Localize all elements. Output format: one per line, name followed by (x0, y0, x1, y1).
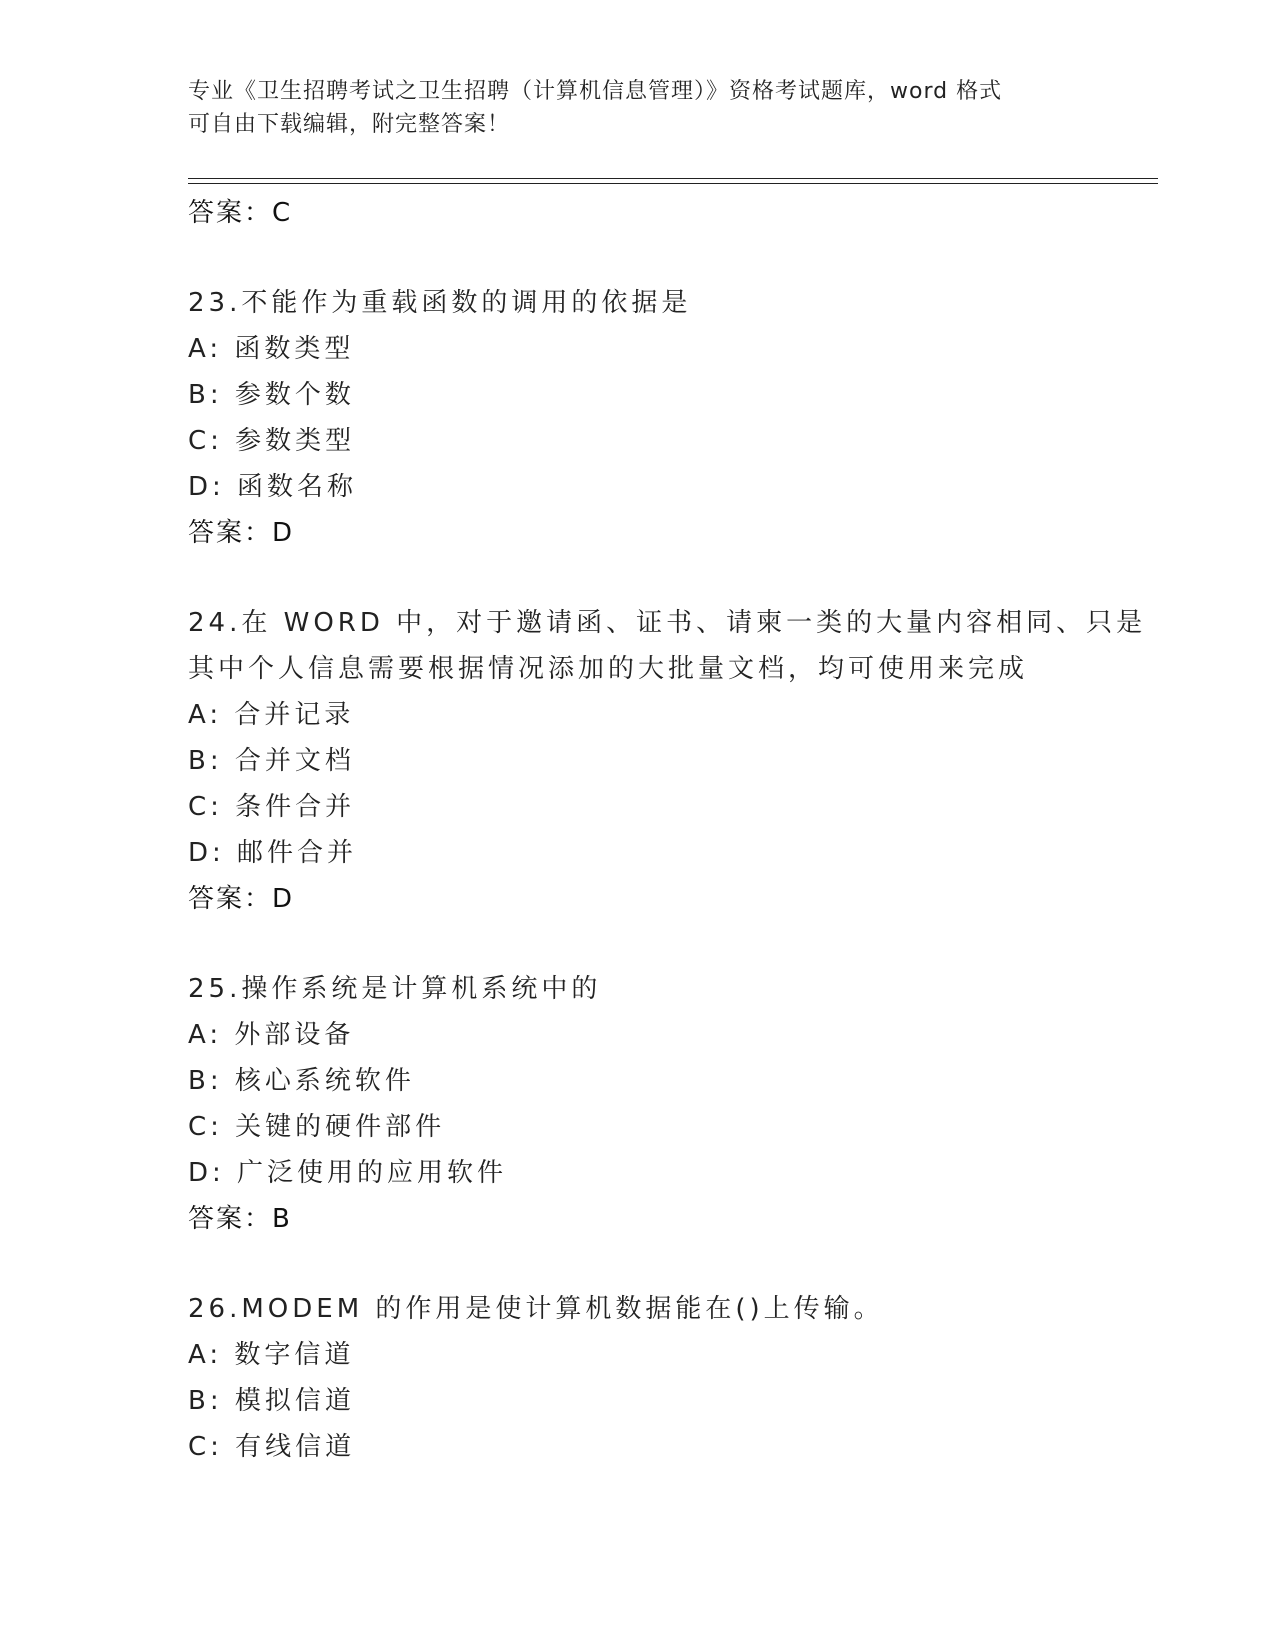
question-25 (188, 966, 1088, 1242)
answer-line (188, 876, 1088, 922)
option-a: A: 数字信道 (188, 1340, 355, 1370)
option-b: B: 合并文档 (188, 746, 355, 776)
question-list (188, 190, 1147, 1470)
option-b: B: 模拟信道 (188, 1386, 355, 1416)
option-b: B: 参数个数 (188, 380, 355, 410)
spacer (188, 1242, 1088, 1286)
answer-label: 答案： (188, 1204, 273, 1234)
header-rule-top (188, 178, 1158, 179)
option-d: D: 邮件合并 (188, 838, 358, 868)
spacer (188, 922, 1088, 966)
question-26 (188, 1286, 1088, 1470)
option-b: B: 核心系统软件 (188, 1066, 415, 1096)
header-rule-bottom (188, 183, 1158, 184)
question-stem: 25.操作系统是计算机系统中的 (188, 974, 602, 1004)
header-line-1: 专业《卫生招聘考试之卫生招聘（计算机信息管理）》资格考试题库，word 格式 (188, 79, 1003, 104)
option-a: A: 外部设备 (188, 1020, 355, 1050)
answer-label: 答案： (188, 198, 273, 228)
answer-value: B (272, 1204, 291, 1234)
question-stem: 26.MODEM 的作用是使计算机数据能在()上传输。 (188, 1294, 884, 1324)
question-stem: 23.不能作为重载函数的调用的依据是 (188, 288, 692, 318)
option-c: C: 参数类型 (188, 426, 356, 456)
option-c: C: 条件合并 (188, 792, 356, 822)
option-c: C: 有线信道 (188, 1432, 356, 1462)
option-c: C: 关键的硬件部件 (188, 1112, 446, 1142)
spacer (188, 556, 1088, 600)
answer-value: D (272, 518, 294, 548)
question-24 (188, 600, 1147, 922)
question-stem-line-2: 其中个人信息需要根据情况添加的大批量文档，均可使用来完成 (188, 654, 1029, 684)
question-23 (188, 280, 1088, 556)
option-a: A: 合并记录 (188, 700, 355, 730)
answer-label: 答案： (188, 884, 273, 914)
question-stem-line-1: 24.在 WORD 中，对于邀请函、证书、请柬一类的大量内容相同、只是 (188, 608, 1147, 638)
answer-line (188, 1196, 1088, 1242)
spacer (188, 236, 1088, 280)
header-line-2: 可自由下载编辑，附完整答案！ (188, 112, 511, 137)
option-a: A: 函数类型 (188, 334, 355, 364)
answer-line (188, 510, 1088, 556)
option-d: D: 函数名称 (188, 472, 358, 502)
answer-value: D (272, 884, 294, 914)
document-header (188, 75, 1088, 141)
option-d: D: 广泛使用的应用软件 (188, 1158, 508, 1188)
answer-value: C (272, 198, 292, 228)
answer-label: 答案： (188, 518, 273, 548)
answer-line (188, 190, 1088, 236)
